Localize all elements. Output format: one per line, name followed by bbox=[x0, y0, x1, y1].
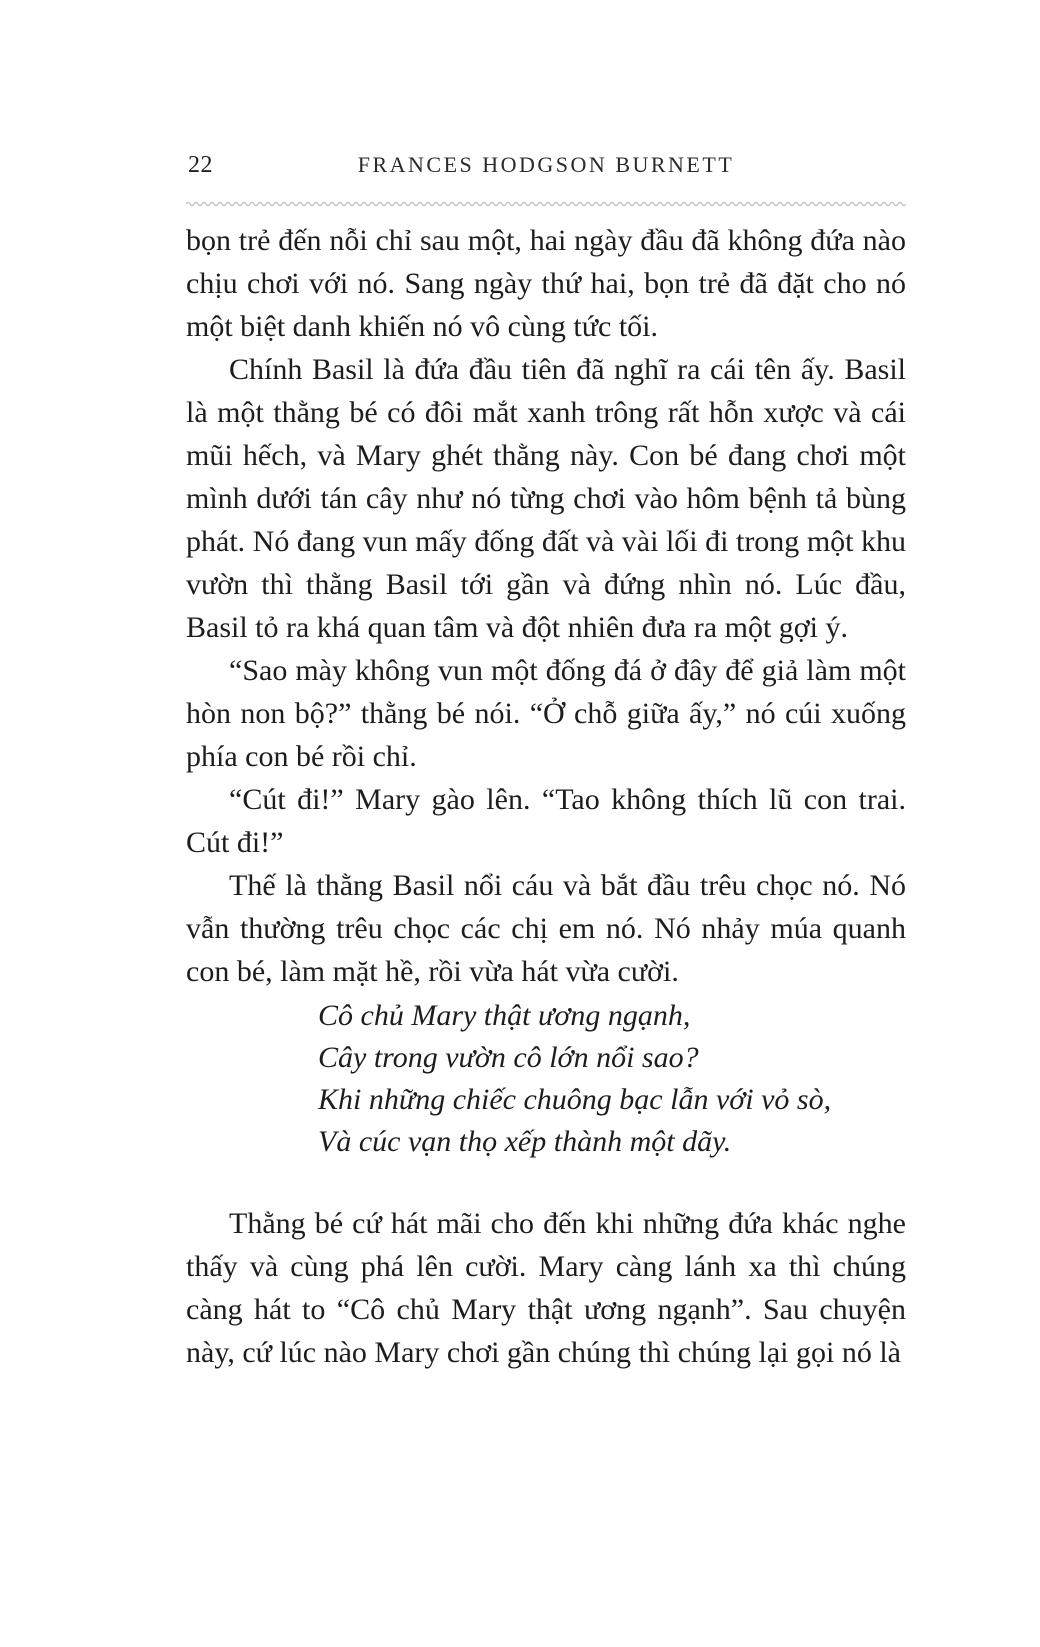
poem-line: Và cúc vạn thọ xếp thành một dãy. bbox=[318, 1125, 732, 1158]
paragraph: Thế là thằng Basil nổi cáu và bắt đầu trêu chọc nó. Nó vẫn thường trêu chọc các chị em nó. Nó nhảy múa quanh con bé, làm mặt hề, rồi vừa hát vừa cười. bbox=[186, 869, 906, 988]
paragraph: “Sao mày không vun một đống đá ở đây để giả làm một hòn non bộ?” thằng bé nói. “Ở chỗ giữa ấy,” nó cúi xuống phía con bé rồi chỉ. bbox=[186, 654, 906, 773]
running-header-title: FRANCES HODGSON BURNETT bbox=[357, 152, 735, 177]
page-header bbox=[186, 150, 906, 184]
paragraph: Chính Basil là đứa đầu tiên đã nghĩ ra cái tên ấy. Basil là một thằng bé có đôi mắt xanh trông rất hỗn xược và cái mũi hếch, và Mary ghét thằng này. Con bé đang chơi một mình dưới tán cây như nó từng chơi vào hôm bệnh tả bùng phát. Nó đang vun mấy đống đất và vài lối đi trong một khu vườn thì thằng Basil tới gần và đứng nhìn nó. Lúc đầu, Basil tỏ ra khá quan tâm và đột nhiên đưa ra một gợi ý. bbox=[186, 353, 906, 644]
poem-line: Khi những chiếc chuông bạc lẫn với vỏ sò, bbox=[318, 1083, 832, 1116]
paragraph: bọn trẻ đến nỗi chỉ sau một, hai ngày đầu đã không đứa nào chịu chơi với nó. Sang ngày thứ hai, bọn trẻ đã đặt cho nó một biệt danh khiến nó vô cùng tức tối. bbox=[186, 224, 906, 343]
wavy-divider-path bbox=[186, 202, 906, 206]
poem bbox=[318, 995, 906, 1163]
poem-line: Cây trong vườn cô lớn nổi sao? bbox=[318, 1041, 699, 1074]
body-text bbox=[186, 219, 906, 1374]
page-number: 22 bbox=[188, 152, 213, 178]
paragraph: “Cút đi!” Mary gào lên. “Tao không thích lũ con trai. Cút đi!” bbox=[186, 783, 906, 859]
paragraph: Thằng bé cứ hát mãi cho đến khi những đứa khác nghe thấy và cùng phá lên cười. Mary càng lánh xa thì chúng càng hát to “Cô chủ Mary thật ương ngạnh”. Sau chuyện này, cứ lúc nào Mary chơi gần chúng thì chúng lại gọi nó là bbox=[186, 1207, 906, 1369]
poem-line: Cô chủ Mary thật ương ngạnh, bbox=[318, 999, 691, 1032]
wavy-divider bbox=[186, 198, 906, 208]
